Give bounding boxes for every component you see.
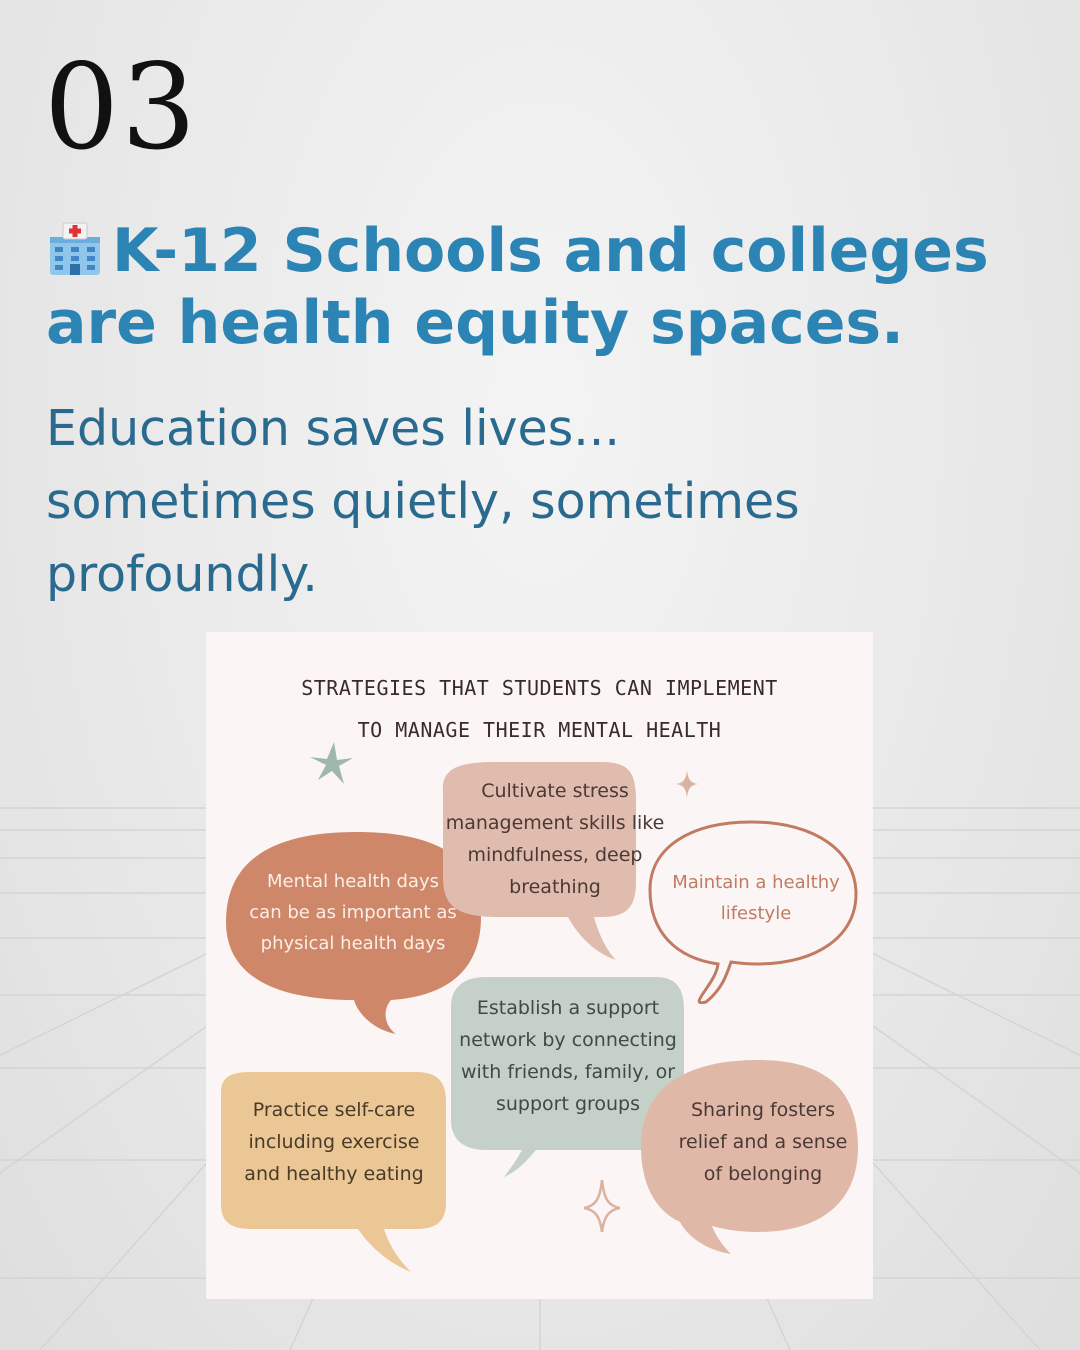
self-care-text: Practice self-care including exercise and healthy eating bbox=[244, 1099, 424, 1185]
headline-line-1: K-12 Schools and colleges bbox=[112, 216, 989, 286]
headline bbox=[46, 218, 1046, 356]
body-copy bbox=[46, 392, 1006, 611]
slide-number: 03 bbox=[44, 38, 199, 176]
body-line-1: Education saves lives... bbox=[46, 400, 620, 457]
infographic-title-line-2: TO MANAGE THEIR MENTAL HEALTH bbox=[357, 718, 722, 742]
support-network-text: Establish a support network by connecting with friends, family, or support groups bbox=[459, 997, 677, 1115]
stress-management-text: Cultivate stress management skills like mindfulness, deep breathing bbox=[445, 780, 665, 898]
healthy-lifestyle-text: Maintain a healthy lifestyle bbox=[672, 872, 840, 924]
hospital-building-icon bbox=[46, 221, 104, 290]
belonging-text: Sharing fosters relief and a sense of belonging bbox=[678, 1099, 848, 1185]
body-line-2: sometimes quietly, sometimes bbox=[46, 473, 800, 530]
sparkle-icon bbox=[676, 770, 698, 798]
body-line-3: profoundly. bbox=[46, 546, 318, 603]
sparkle-outline-icon bbox=[584, 1180, 620, 1232]
mental-health-strategies-infographic bbox=[206, 632, 873, 1299]
sage-star-icon bbox=[310, 742, 353, 784]
mental-health-days-text: Mental health days can be as important as physical health days bbox=[249, 871, 457, 954]
headline-line-2: are health equity spaces. bbox=[46, 288, 904, 358]
infographic-title-line-1: STRATEGIES THAT STUDENTS CAN IMPLEMENT bbox=[301, 676, 778, 700]
